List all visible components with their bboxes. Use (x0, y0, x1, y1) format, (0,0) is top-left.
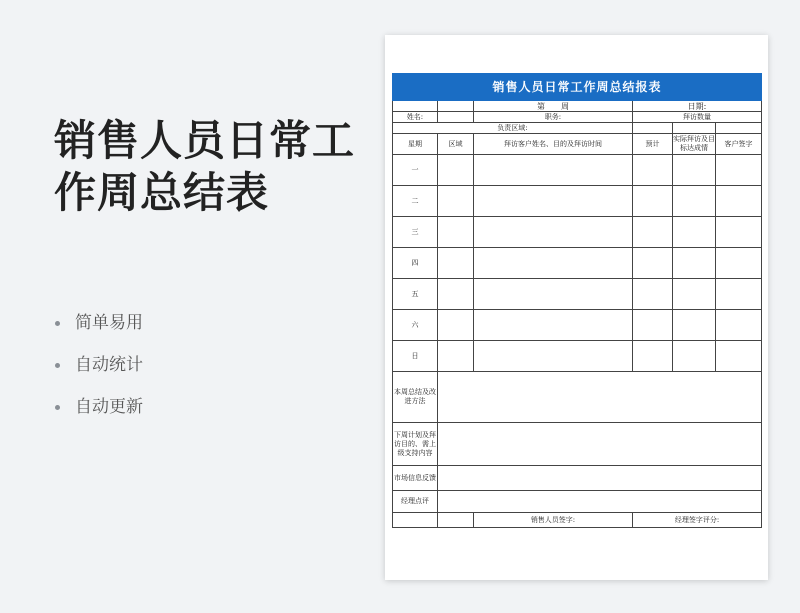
area-cell[interactable] (438, 186, 474, 217)
blank-cell[interactable] (438, 513, 474, 528)
region-label: 负责区域: (393, 123, 633, 134)
table-row (393, 279, 762, 310)
feature-label: 自动统计 (75, 355, 143, 375)
signature-cell[interactable] (716, 279, 762, 310)
next-plan-cell[interactable] (438, 423, 762, 466)
bullet-icon (55, 321, 60, 326)
summary-label: 本周总结及改进方法 (393, 372, 438, 423)
name-label: 姓名: (393, 112, 438, 123)
manager-comment-cell[interactable] (438, 491, 762, 513)
actual-cell[interactable] (673, 248, 716, 279)
table-row (393, 341, 762, 372)
actual-cell[interactable] (673, 310, 716, 341)
plan-cell[interactable] (633, 155, 673, 186)
page-headline: 销售人员日常工作周总结表 (54, 116, 356, 217)
area-cell[interactable] (438, 310, 474, 341)
next-plan-label: 下周计划及拜访目的、需上级支持内容 (393, 423, 438, 466)
market-label: 市场信息反馈 (393, 466, 438, 491)
actual-cell[interactable] (673, 186, 716, 217)
visit-cell[interactable] (474, 341, 633, 372)
plan-cell[interactable] (633, 186, 673, 217)
signature-cell[interactable] (716, 248, 762, 279)
manager-comment-label: 经理点评 (393, 491, 438, 513)
blank-cell[interactable] (438, 101, 474, 112)
table-row (393, 186, 762, 217)
visit-cell[interactable] (474, 279, 633, 310)
signature-cell[interactable] (716, 217, 762, 248)
name-value-cell[interactable] (438, 112, 474, 123)
market-cell[interactable] (438, 466, 762, 491)
weekday-cell: 四 (393, 248, 438, 279)
blank-cell[interactable] (393, 101, 438, 112)
summary-cell[interactable] (438, 372, 762, 423)
actual-cell[interactable] (673, 155, 716, 186)
col-area: 区域 (438, 134, 474, 155)
sales-sign-label: 销售人员签字: (474, 513, 633, 528)
weekday-cell: 三 (393, 217, 438, 248)
table-row (393, 155, 762, 186)
actual-count-cell[interactable] (673, 123, 716, 134)
date-label: 日期: (633, 101, 762, 112)
area-cell[interactable] (438, 279, 474, 310)
area-cell[interactable] (438, 217, 474, 248)
plan-count-cell[interactable] (633, 123, 673, 134)
visit-count-label: 拜访数量 (633, 112, 762, 123)
visit-cell[interactable] (474, 310, 633, 341)
area-cell[interactable] (438, 155, 474, 186)
week-label: 第 周 (474, 101, 633, 112)
col-actual: 实际拜访及目标达成情 (673, 134, 716, 155)
actual-cell[interactable] (673, 341, 716, 372)
table-row (393, 248, 762, 279)
plan-cell[interactable] (633, 341, 673, 372)
table-row (393, 217, 762, 248)
feature-item (55, 308, 143, 350)
signature-cell[interactable] (716, 155, 762, 186)
table-row (393, 310, 762, 341)
col-plan: 预计 (633, 134, 673, 155)
bullet-icon (55, 363, 60, 368)
blank-cell[interactable] (393, 513, 438, 528)
col-signature: 客户签字 (716, 134, 762, 155)
feature-item (55, 392, 143, 434)
signature-cell[interactable] (716, 341, 762, 372)
form-title: 销售人员日常工作周总结报表 (393, 74, 762, 101)
weekday-cell: 日 (393, 341, 438, 372)
position-label: 职务: (474, 112, 633, 123)
visit-cell[interactable] (474, 248, 633, 279)
count-extra-cell[interactable] (716, 123, 762, 134)
col-weekday: 星期 (393, 134, 438, 155)
visit-cell[interactable] (474, 217, 633, 248)
area-cell[interactable] (438, 248, 474, 279)
weekly-summary-table (392, 73, 762, 528)
feature-label: 自动更新 (75, 397, 143, 417)
plan-cell[interactable] (633, 310, 673, 341)
form-preview-paper (385, 35, 768, 580)
weekday-cell: 六 (393, 310, 438, 341)
plan-cell[interactable] (633, 248, 673, 279)
feature-item (55, 350, 143, 392)
signature-cell[interactable] (716, 186, 762, 217)
actual-cell[interactable] (673, 217, 716, 248)
signature-cell[interactable] (716, 310, 762, 341)
col-visit-detail: 拜访客户姓名、目的及拜访时间 (474, 134, 633, 155)
actual-cell[interactable] (673, 279, 716, 310)
bullet-icon (55, 405, 60, 410)
manager-sign-label: 经理签字评分: (633, 513, 762, 528)
area-cell[interactable] (438, 341, 474, 372)
weekday-cell: 一 (393, 155, 438, 186)
feature-label: 简单易用 (75, 313, 143, 333)
plan-cell[interactable] (633, 279, 673, 310)
weekday-cell: 二 (393, 186, 438, 217)
feature-list (55, 308, 143, 434)
visit-cell[interactable] (474, 155, 633, 186)
weekday-cell: 五 (393, 279, 438, 310)
plan-cell[interactable] (633, 217, 673, 248)
visit-cell[interactable] (474, 186, 633, 217)
